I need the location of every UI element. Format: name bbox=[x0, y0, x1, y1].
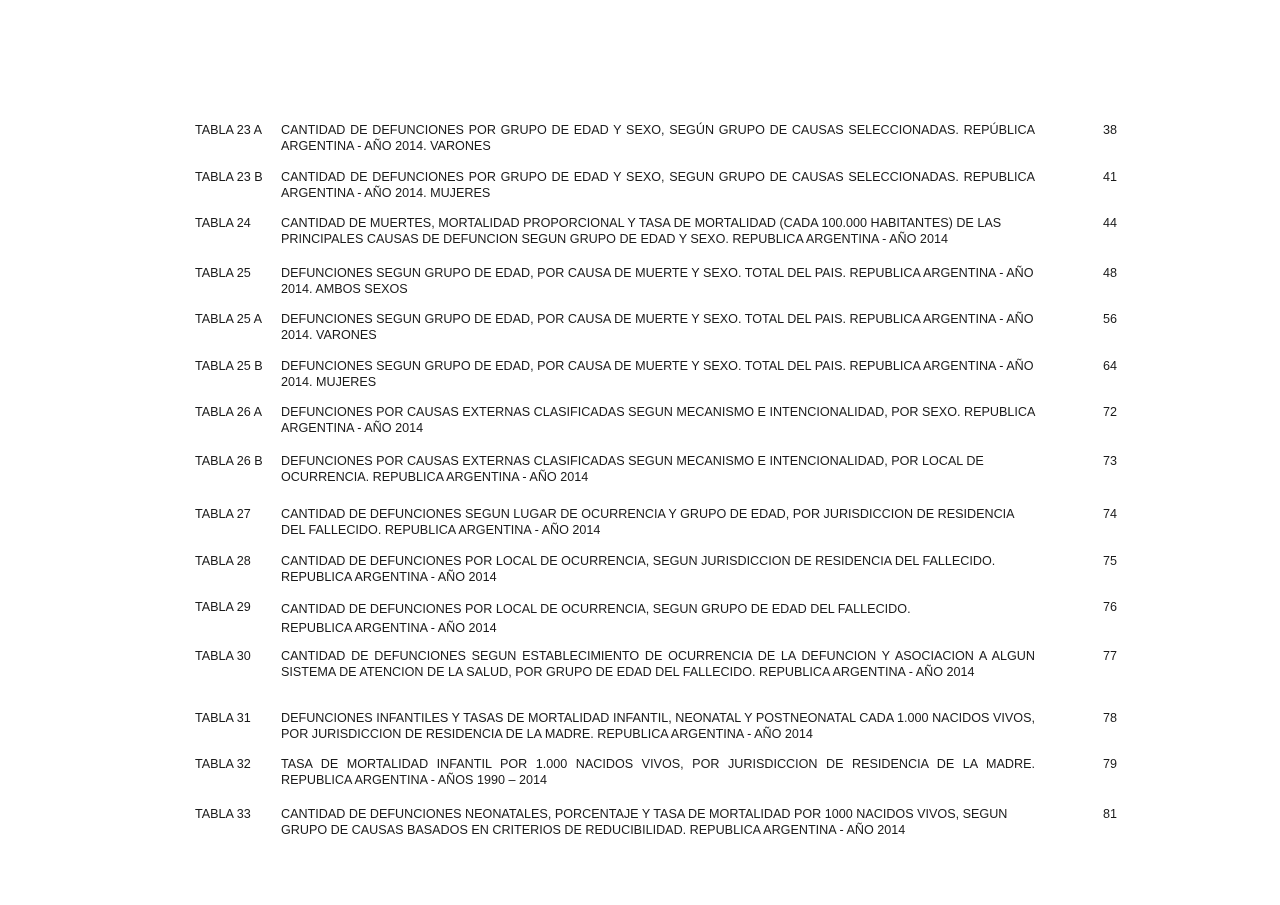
entry-page-number: 75 bbox=[1102, 554, 1117, 568]
toc-entry-tabla-25a[interactable] bbox=[195, 312, 1125, 362]
entry-description: TASA DE MORTALIDAD INFANTIL POR 1.000 NACIDOS VIVOS, POR JURISDICCION DE RESIDENCIA DE LA MADRE. REPUBLICA ARGENTINA - AÑOS 1990 – 2014 bbox=[281, 757, 1035, 787]
entry-label: TABLA 23 A bbox=[195, 123, 262, 137]
entry-page-number: 44 bbox=[1102, 216, 1117, 230]
entry-page-number: 48 bbox=[1102, 266, 1117, 280]
entry-page-number: 76 bbox=[1102, 600, 1117, 614]
toc-entry-tabla-25[interactable] bbox=[195, 266, 1125, 316]
toc-entry-tabla-24[interactable] bbox=[195, 216, 1125, 266]
entry-label: TABLA 33 bbox=[195, 807, 251, 821]
toc-entry-tabla-23b[interactable] bbox=[195, 170, 1125, 220]
entry-label: TABLA 25 A bbox=[195, 312, 262, 326]
entry-description: CANTIDAD DE DEFUNCIONES NEONATALES, PORCENTAJE Y TASA DE MORTALIDAD POR 1000 NACIDOS VIVOS, SEGUN GRUPO DE CAUSAS BASADOS EN CRITERIOS DE REDUCIBILIDAD. REPUBLICA ARGENTINA - AÑO 2014 bbox=[281, 807, 1008, 837]
toc-entry-tabla-29[interactable] bbox=[195, 600, 1125, 650]
toc-entry-tabla-27[interactable] bbox=[195, 507, 1125, 557]
entry-label: TABLA 31 bbox=[195, 711, 251, 725]
toc-entry-tabla-33[interactable] bbox=[195, 807, 1125, 857]
entry-page-number: 56 bbox=[1102, 312, 1117, 326]
toc-entry-tabla-26a[interactable] bbox=[195, 405, 1125, 455]
entry-page-number: 64 bbox=[1102, 359, 1117, 373]
entry-description: CANTIDAD DE DEFUNCIONES SEGUN ESTABLECIMIENTO DE OCURRENCIA DE LA DEFUNCION Y ASOCIACION A ALGUN SISTEMA DE ATENCION DE LA SALUD, POR GRUPO DE EDAD DEL FALLECIDO. REPUBLICA ARGENTINA - AÑO 2014 bbox=[281, 649, 1035, 679]
toc-entry-tabla-23a[interactable] bbox=[195, 123, 1125, 173]
entry-page-number: 41 bbox=[1102, 170, 1117, 184]
entry-description: CANTIDAD DE DEFUNCIONES POR GRUPO DE EDAD Y SEXO, SEGÚN GRUPO DE CAUSAS SELECCIONADAS. REPÚBLICA ARGENTINA - AÑO 2014. VARONES bbox=[281, 123, 1035, 153]
toc-entry-tabla-28[interactable] bbox=[195, 554, 1125, 604]
entry-page-number: 79 bbox=[1102, 757, 1117, 771]
entry-description: CANTIDAD DE DEFUNCIONES SEGUN LUGAR DE OCURRENCIA Y GRUPO DE EDAD, POR JURISDICCION DE RESIDENCIA DEL FALLECIDO. REPUBLICA ARGENTINA - AÑO 2014 bbox=[281, 507, 1014, 537]
entry-description: DEFUNCIONES POR CAUSAS EXTERNAS CLASIFICADAS SEGUN MECANISMO E INTENCIONALIDAD, POR LOCAL DE OCURRENCIA. REPUBLICA ARGENTINA - AÑO 2014 bbox=[281, 454, 984, 484]
toc-entry-tabla-30[interactable] bbox=[195, 649, 1125, 699]
entry-description: DEFUNCIONES INFANTILES Y TASAS DE MORTALIDAD INFANTIL, NEONATAL Y POSTNEONATAL CADA 1.000 NACIDOS VIVOS, POR JURISDICCION DE RESIDENCIA DE LA MADRE. REPUBLICA ARGENTINA - AÑO 2014 bbox=[281, 711, 1035, 741]
toc-entry-tabla-32[interactable] bbox=[195, 757, 1125, 807]
entry-description: DEFUNCIONES SEGUN GRUPO DE EDAD, POR CAUSA DE MUERTE Y SEXO. TOTAL DEL PAIS. REPUBLICA ARGENTINA - AÑO 2014. VARONES bbox=[281, 312, 1034, 342]
entry-label: TABLA 26 B bbox=[195, 454, 263, 468]
entry-page-number: 77 bbox=[1102, 649, 1117, 663]
entry-label: TABLA 26 A bbox=[195, 405, 262, 419]
entry-page-number: 38 bbox=[1102, 123, 1117, 137]
entry-label: TABLA 23 B bbox=[195, 170, 263, 184]
entry-page-number: 78 bbox=[1102, 711, 1117, 725]
entry-page-number: 81 bbox=[1102, 807, 1117, 821]
entry-description: DEFUNCIONES SEGUN GRUPO DE EDAD, POR CAUSA DE MUERTE Y SEXO. TOTAL DEL PAIS. REPUBLICA ARGENTINA - AÑO 2014. MUJERES bbox=[281, 359, 1034, 389]
toc-entry-tabla-25b[interactable] bbox=[195, 359, 1125, 409]
toc-entry-tabla-26b[interactable] bbox=[195, 454, 1125, 504]
entry-label: TABLA 30 bbox=[195, 649, 251, 663]
entry-label: TABLA 32 bbox=[195, 757, 251, 771]
entry-label: TABLA 25 bbox=[195, 266, 251, 280]
entry-description: CANTIDAD DE DEFUNCIONES POR LOCAL DE OCURRENCIA, SEGUN JURISDICCION DE RESIDENCIA DEL FALLECIDO. REPUBLICA ARGENTINA - AÑO 2014 bbox=[281, 554, 996, 584]
entry-page-number: 74 bbox=[1102, 507, 1117, 521]
entry-label: TABLA 24 bbox=[195, 216, 251, 230]
entry-page-number: 72 bbox=[1102, 405, 1117, 419]
entry-label: TABLA 29 bbox=[195, 600, 251, 614]
entry-description: CANTIDAD DE MUERTES, MORTALIDAD PROPORCIONAL Y TASA DE MORTALIDAD (CADA 100.000 HABITANTES) DE LAS PRINCIPALES CAUSAS DE DEFUNCION SEGUN GRUPO DE EDAD Y SEXO. REPUBLICA ARGENTINA - AÑO 2014 bbox=[281, 216, 1002, 246]
entry-label: TABLA 27 bbox=[195, 507, 251, 521]
entry-label: TABLA 25 B bbox=[195, 359, 263, 373]
entry-page-number: 73 bbox=[1102, 454, 1117, 468]
toc-entry-tabla-31[interactable] bbox=[195, 711, 1125, 761]
entry-description: CANTIDAD DE DEFUNCIONES POR GRUPO DE EDAD Y SEXO, SEGUN GRUPO DE CAUSAS SELECCIONADAS. REPUBLICA ARGENTINA - AÑO 2014. MUJERES bbox=[281, 170, 1035, 200]
entry-description: DEFUNCIONES SEGUN GRUPO DE EDAD, POR CAUSA DE MUERTE Y SEXO. TOTAL DEL PAIS. REPUBLICA ARGENTINA - AÑO 2014. AMBOS SEXOS bbox=[281, 266, 1034, 296]
entry-description: CANTIDAD DE DEFUNCIONES POR LOCAL DE OCURRENCIA, SEGUN GRUPO DE EDAD DEL FALLECIDO. REPUBLICA ARGENTINA - AÑO 2014 bbox=[281, 602, 911, 635]
entry-description: DEFUNCIONES POR CAUSAS EXTERNAS CLASIFICADAS SEGUN MECANISMO E INTENCIONALIDAD, POR SEXO. REPUBLICA ARGENTINA - AÑO 2014 bbox=[281, 405, 1035, 435]
entry-label: TABLA 28 bbox=[195, 554, 251, 568]
